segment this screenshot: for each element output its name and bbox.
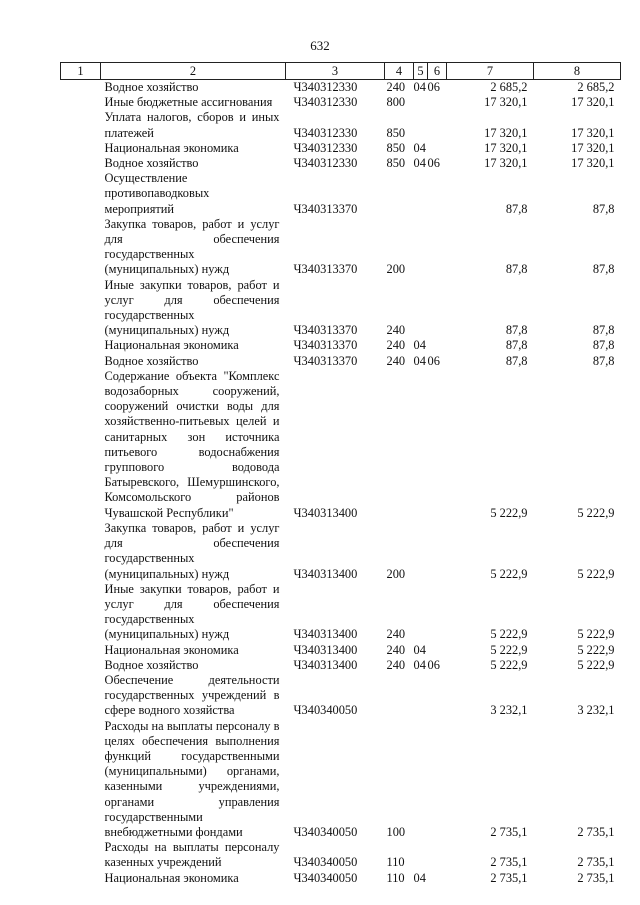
amount-column-8: 17 320,1 <box>571 125 615 140</box>
amount-column-7: 2 735,1 <box>490 824 528 839</box>
expense-name: Закупка товаров, работ и услуг для обеспечения государственных (муниципальных) нужд <box>104 216 280 277</box>
table-row <box>61 110 621 140</box>
table-row <box>61 278 621 339</box>
row-index-cell <box>61 719 101 841</box>
row-index-cell <box>61 673 101 719</box>
budget-table <box>60 62 621 886</box>
expense-type-code: 100 <box>386 824 406 839</box>
expense-name: Иные закупки товаров, работ и услуг для обеспечения государственных (муниципальных) нужд <box>104 581 280 642</box>
amount-column-7: 5 222,9 <box>490 642 528 657</box>
subsection-code <box>428 110 447 140</box>
target-article-code: Ч340313370 <box>293 323 358 338</box>
amount-column-8: 5 222,9 <box>577 566 615 581</box>
amount-column-8: 5 222,9 <box>577 627 615 642</box>
column-header-2: 2 <box>101 63 286 80</box>
subsection-code <box>428 217 447 278</box>
expense-type-code: 240 <box>386 353 406 368</box>
amount-column-7: 87,8 <box>505 323 528 338</box>
target-article-code: Ч340313370 <box>293 262 358 277</box>
target-article-code: Ч340340050 <box>293 855 358 870</box>
amount-column-7: 87,8 <box>505 353 528 368</box>
expense-name: Осуществление противопаводковых мероприятий <box>104 171 210 216</box>
expense-name: Расходы на выплаты персоналу казенных учреждений <box>104 840 280 870</box>
table-row <box>61 673 621 719</box>
expense-name: Водное хозяйство <box>104 657 199 672</box>
amount-column-8: 17 320,1 <box>571 156 615 171</box>
target-article-code: Ч340313400 <box>293 627 358 642</box>
expense-type-code: 200 <box>386 262 406 277</box>
section-code: 04 <box>413 657 426 672</box>
expense-name: Водное хозяйство <box>104 156 199 171</box>
section-code: 04 <box>413 338 426 353</box>
subsection-code: 06 <box>427 657 440 672</box>
expense-name: Расходы на выплаты персоналу в целях обеспечения выполнения функций государственными (муниципальными) органами, казенными учреждениями, органами управления государственными внебюджетными фондами <box>104 718 280 839</box>
amount-column-8: 5 222,9 <box>577 657 615 672</box>
expense-type-code: 850 <box>386 156 406 171</box>
target-article-code: Ч340340050 <box>293 824 358 839</box>
amount-column-7: 17 320,1 <box>484 156 528 171</box>
row-index-cell <box>61 582 101 643</box>
amount-column-8: 2 735,1 <box>577 870 615 885</box>
subsection-code <box>428 643 447 658</box>
section-code <box>414 840 428 870</box>
target-article-code: Ч340313370 <box>293 201 358 216</box>
row-index-cell <box>61 217 101 278</box>
table-row <box>61 658 621 673</box>
row-index-cell <box>61 871 101 886</box>
amount-column-8: 2 685,2 <box>577 80 615 94</box>
section-code: 04 <box>413 870 426 885</box>
subsection-code <box>428 278 447 339</box>
amount-column-8: 5 222,9 <box>577 505 615 520</box>
amount-column-8: 3 232,1 <box>577 703 615 718</box>
header-row <box>61 63 621 80</box>
amount-column-8: 17 320,1 <box>571 140 615 155</box>
column-header-3: 3 <box>286 63 385 80</box>
section-code <box>414 719 428 841</box>
subsection-code <box>428 141 447 156</box>
row-index-cell <box>61 658 101 673</box>
amount-column-7: 5 222,9 <box>490 657 528 672</box>
expense-type-code: 240 <box>386 642 406 657</box>
table-row <box>61 156 621 171</box>
section-code <box>414 95 428 110</box>
amount-column-8: 87,8 <box>592 262 615 277</box>
target-article-code: Ч340312330 <box>293 95 358 110</box>
section-code: 04 <box>413 156 426 171</box>
expense-type-code: 850 <box>386 125 406 140</box>
amount-column-8: 87,8 <box>592 201 615 216</box>
expense-name: Содержание объекта "Комплекс водозаборных сооружений, сооружений очистки воды для хозяйственно-питьевых целей и санитарных зон источника питьевого водоснабжения группового водовода Батыревского, Шемуршинского, Комсомольского районов Чувашской Республики" <box>104 368 280 520</box>
page-number: 632 <box>310 38 330 53</box>
table-row <box>61 171 621 217</box>
expense-type-code: 240 <box>386 80 406 94</box>
amount-column-8: 2 735,1 <box>577 824 615 839</box>
subsection-code <box>428 719 447 841</box>
expense-type-code <box>385 369 414 521</box>
table-row <box>61 338 621 353</box>
row-index-cell <box>61 840 101 870</box>
expense-name: Водное хозяйство <box>104 80 199 94</box>
section-code: 04 <box>413 140 426 155</box>
section-code <box>414 673 428 719</box>
table-row <box>61 719 621 841</box>
row-index-cell <box>61 354 101 369</box>
row-index-cell <box>61 141 101 156</box>
amount-column-7: 87,8 <box>505 201 528 216</box>
expense-name: Иные закупки товаров, работ и услуг для обеспечения государственных (муниципальных) нужд <box>104 277 280 338</box>
section-code <box>414 171 428 217</box>
section-code: 04 <box>413 80 426 94</box>
expense-name: Национальная экономика <box>104 140 239 155</box>
table-row <box>61 80 621 96</box>
expense-type-code: 240 <box>386 338 406 353</box>
expense-name: Водное хозяйство <box>104 353 199 368</box>
subsection-code <box>428 673 447 719</box>
row-index-cell <box>61 110 101 140</box>
expense-type-code: 800 <box>386 95 406 110</box>
amount-column-7: 87,8 <box>505 262 528 277</box>
target-article-code: Ч340340050 <box>293 870 358 885</box>
expense-name: Обеспечение деятельности государственных учреждений в сфере водного хозяйства <box>104 672 280 718</box>
subsection-code <box>428 171 447 217</box>
target-article-code: Ч340313370 <box>293 353 358 368</box>
expense-name: Иные бюджетные ассигнования <box>104 95 273 110</box>
target-article-code: Ч340313400 <box>293 505 358 520</box>
section-code <box>414 278 428 339</box>
section-code: 04 <box>413 642 426 657</box>
table-row <box>61 871 621 886</box>
section-code <box>414 110 428 140</box>
column-header-4: 4 <box>385 63 414 80</box>
subsection-code <box>428 582 447 643</box>
amount-column-7: 2 735,1 <box>490 870 528 885</box>
table-row <box>61 840 621 870</box>
expense-name: Уплата налогов, сборов и иных платежей <box>104 110 280 140</box>
row-index-cell <box>61 521 101 582</box>
target-article-code: Ч340312330 <box>293 80 358 94</box>
amount-column-8: 5 222,9 <box>577 642 615 657</box>
expense-type-code: 110 <box>386 855 405 870</box>
table-row <box>61 582 621 643</box>
subsection-code: 06 <box>427 156 440 171</box>
subsection-code <box>428 95 447 110</box>
amount-column-7: 5 222,9 <box>490 505 528 520</box>
target-article-code: Ч340340050 <box>293 703 358 718</box>
column-header-7: 7 <box>447 63 534 80</box>
target-article-code: Ч340313400 <box>293 642 358 657</box>
target-article-code: Ч340313370 <box>293 338 358 353</box>
expense-name: Закупка товаров, работ и услуг для обеспечения государственных (муниципальных) нужд <box>104 520 280 581</box>
expense-type-code: 850 <box>386 140 406 155</box>
subsection-code <box>428 338 447 353</box>
amount-column-8: 17 320,1 <box>571 95 615 110</box>
subsection-code: 06 <box>427 353 440 368</box>
amount-column-7: 2 685,2 <box>490 80 528 94</box>
row-index-cell <box>61 278 101 339</box>
section-code <box>414 582 428 643</box>
amount-column-7: 17 320,1 <box>484 125 528 140</box>
table-row <box>61 217 621 278</box>
expense-name: Национальная экономика <box>104 870 239 885</box>
column-header-8: 8 <box>534 63 621 80</box>
amount-column-7: 5 222,9 <box>490 566 528 581</box>
amount-column-8: 87,8 <box>592 353 615 368</box>
table-row <box>61 521 621 582</box>
row-index-cell <box>61 156 101 171</box>
table-row <box>61 354 621 369</box>
amount-column-8: 2 735,1 <box>577 855 615 870</box>
row-index-cell <box>61 95 101 110</box>
amount-column-7: 3 232,1 <box>490 703 528 718</box>
expense-type-code: 240 <box>386 627 406 642</box>
amount-column-7: 2 735,1 <box>490 855 528 870</box>
expense-type-code: 200 <box>386 566 406 581</box>
target-article-code: Ч340313400 <box>293 566 358 581</box>
table-row <box>61 643 621 658</box>
table-row <box>61 141 621 156</box>
table-row <box>61 369 621 521</box>
table-row <box>61 95 621 110</box>
column-header-5: 5 <box>414 63 428 80</box>
table-body <box>61 80 621 886</box>
section-code <box>414 217 428 278</box>
amount-column-8: 87,8 <box>592 338 615 353</box>
section-code <box>414 521 428 582</box>
subsection-code <box>428 521 447 582</box>
amount-column-7: 5 222,9 <box>490 627 528 642</box>
subsection-code <box>428 871 447 886</box>
table-header <box>61 63 621 80</box>
expense-name: Национальная экономика <box>104 642 239 657</box>
row-index-cell <box>61 171 101 217</box>
expense-type-code: 240 <box>386 323 406 338</box>
row-index-cell <box>61 80 101 96</box>
column-header-1: 1 <box>61 63 101 80</box>
amount-column-8: 87,8 <box>592 323 615 338</box>
subsection-code: 06 <box>427 80 440 94</box>
amount-column-7: 17 320,1 <box>484 95 528 110</box>
expense-name: Национальная экономика <box>104 338 239 353</box>
column-header-6: 6 <box>428 63 447 80</box>
row-index-cell <box>61 643 101 658</box>
expense-type-code: 240 <box>386 657 406 672</box>
row-index-cell <box>61 369 101 521</box>
section-code <box>414 369 428 521</box>
amount-column-7: 87,8 <box>505 338 528 353</box>
target-article-code: Ч340312330 <box>293 140 358 155</box>
section-code: 04 <box>413 353 426 368</box>
subsection-code <box>428 840 447 870</box>
target-article-code: Ч340313400 <box>293 657 358 672</box>
amount-column-7: 17 320,1 <box>484 140 528 155</box>
subsection-code <box>428 369 447 521</box>
expense-type-code: 110 <box>386 870 405 885</box>
target-article-code: Ч340312330 <box>293 125 358 140</box>
expense-type-code <box>385 673 414 719</box>
row-index-cell <box>61 338 101 353</box>
target-article-code: Ч340312330 <box>293 156 358 171</box>
expense-type-code <box>385 171 414 217</box>
